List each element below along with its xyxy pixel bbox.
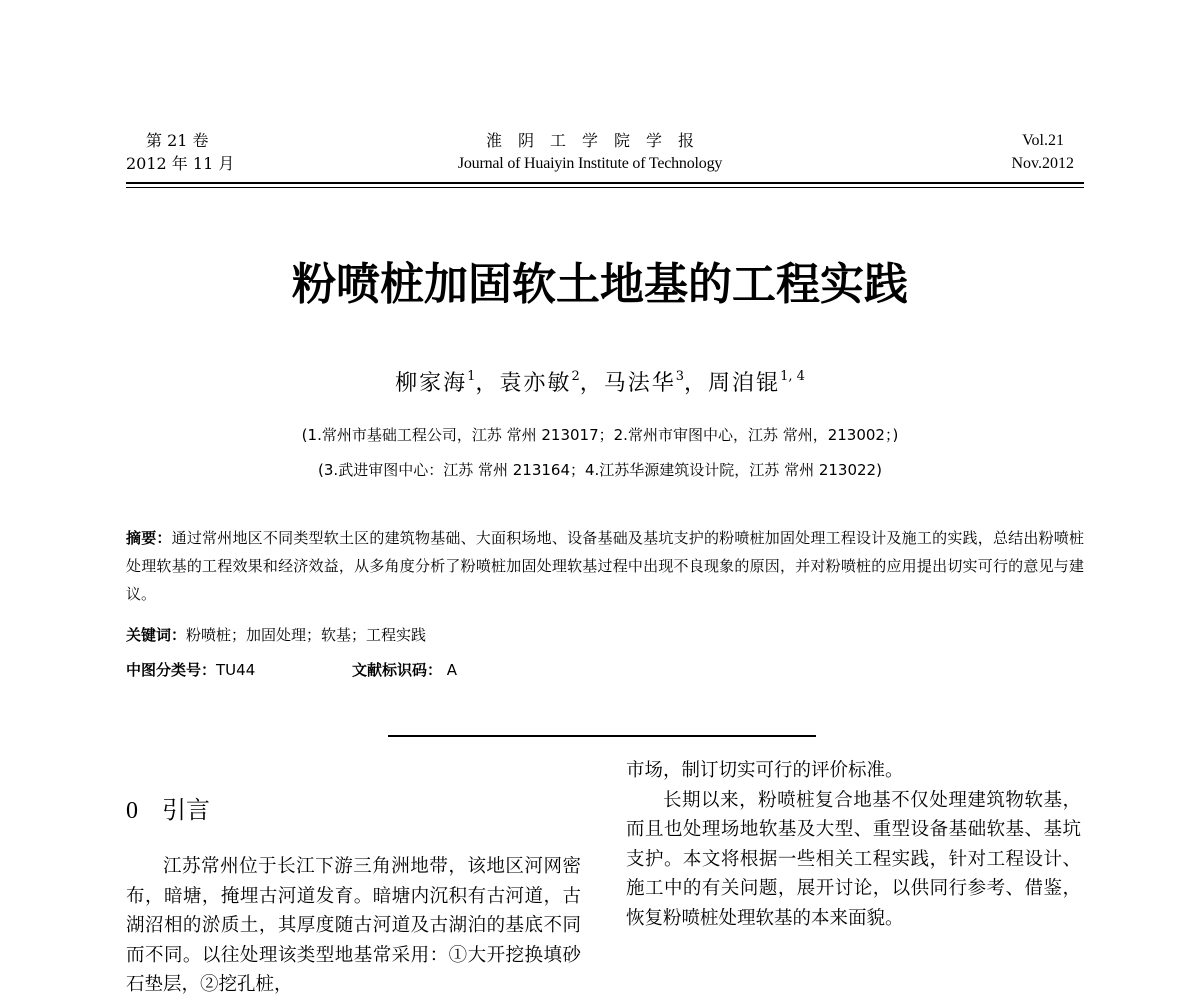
- abstract-label: 摘要：: [126, 529, 172, 547]
- abstract: [126, 524, 1084, 608]
- clc-label: 中图分类号：: [126, 661, 217, 679]
- author-affiliation-mark: 1, 4: [780, 369, 805, 384]
- doc-code-value: A: [446, 661, 458, 679]
- body-column-left: [126, 852, 581, 1000]
- author-name: 马法华: [603, 371, 676, 396]
- header-center: [420, 129, 760, 175]
- section-heading: [126, 790, 210, 825]
- header-left: [126, 129, 234, 175]
- section-separator-rule: [388, 735, 816, 737]
- abstract-text: 通过常州地区不同类型软土区的建筑物基础、大面积场地、设备基础及基坑支护的粉喷桩加固处理工程设计及施工的实践，总结出粉喷桩处理软基的工程效果和经济效益，从多角度分析了粉喷桩加固处理软基过程中出现不良现象的原因，并对粉喷桩的应用提出切实可行的意见与建议。: [126, 529, 1084, 603]
- header-right: [1011, 129, 1074, 175]
- header-rule-thick: [126, 182, 1084, 184]
- classification-line: [126, 659, 458, 680]
- document-code: [352, 659, 457, 680]
- date-cn: 2012 年 11 月: [126, 154, 235, 173]
- date-en: Nov.2012: [1011, 155, 1074, 172]
- author-separator: ，: [684, 371, 709, 396]
- author-affiliation-mark: 1: [467, 369, 476, 384]
- author-separator: ，: [579, 371, 604, 396]
- journal-name-en: Journal of Huaiyin Institute of Technology: [457, 155, 723, 172]
- doc-code-label: 文献标识码：: [352, 661, 443, 679]
- author-separator: ，: [475, 371, 500, 396]
- keywords: [126, 624, 426, 645]
- author-name: 柳家海: [395, 371, 468, 396]
- keywords-text: 粉喷桩；加固处理；软基；工程实践: [186, 626, 427, 644]
- body-column-right: [626, 756, 1081, 933]
- author-affiliation-mark: 2: [571, 369, 580, 384]
- section-number: 0: [126, 798, 138, 824]
- body-paragraph: 江苏常州位于长江下游三角洲地带，该地区河网密布，暗塘，掩埋古河道发育。暗塘内沉积有古河道，古湖沼相的淤质土，其厚度随古河道及古湖泊的基底不同而不同。以往处理该类型地基常采用：①大开挖换填砂石垫层，②挖孔桩，: [126, 856, 581, 995]
- article-title: 粉喷桩加固软土地基的工程实践: [292, 259, 908, 310]
- body-paragraph: 长期以来，粉喷桩复合地基不仅处理建筑物软基，而且也处理场地软基及大型、重型设备基础软基、基坑支护。本文将根据一些相关工程实践，针对工程设计、施工中的有关问题，展开讨论，以供同行参考、借鉴，恢复粉喷桩处理软基的本来面貌。: [626, 789, 1081, 929]
- affiliations-line-1: (1.常州市基础工程公司，江苏 常州 213017；2.常州市审图中心，江苏 常州，213002；): [301, 426, 899, 444]
- journal-name-cn: 淮阴工学院学报: [485, 131, 710, 150]
- author-list: [0, 366, 1200, 397]
- body-paragraph-continuation: 市场，制订切实可行的评价标准。: [626, 760, 904, 781]
- header-rule-thin: [126, 187, 1084, 188]
- volume-cn: 第 21 卷: [146, 131, 209, 150]
- section-title: 引言: [162, 796, 210, 824]
- clc-value: TU44: [216, 661, 256, 679]
- affiliations-line-2: (3.武进审图中心：江苏 常州 213164；4.江苏华源建筑设计院，江苏 常州 213022): [318, 461, 882, 479]
- keywords-label: 关键词：: [126, 626, 187, 644]
- author-name: 周洎锟: [708, 371, 781, 396]
- author-affiliation-mark: 3: [675, 369, 685, 384]
- volume-en: Vol.21: [1022, 132, 1064, 149]
- author-name: 袁亦敏: [499, 371, 572, 396]
